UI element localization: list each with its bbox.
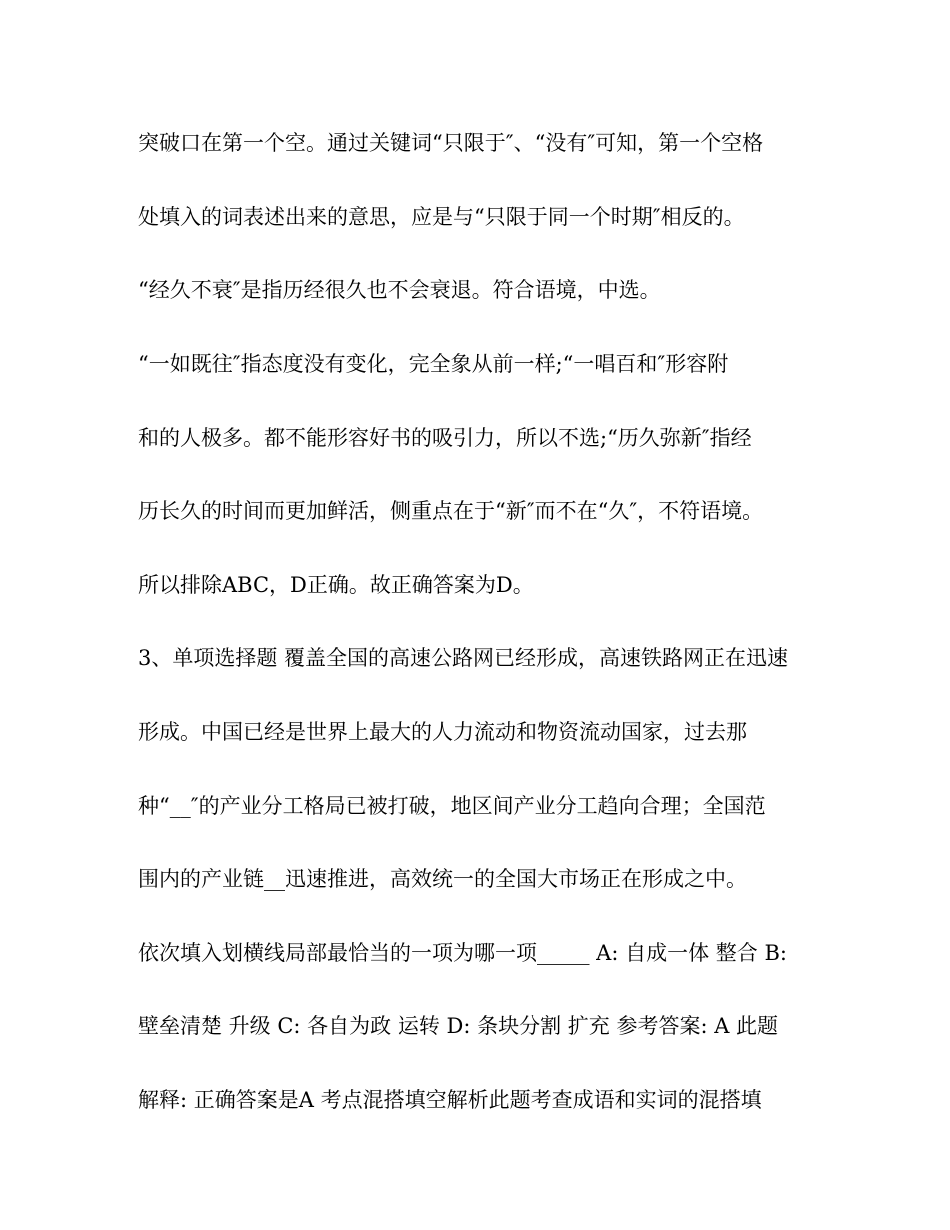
- explanation-line: 解释: 正确答案是A 考点混搭填空解析此题考查成语和实词的混搭填: [138, 1088, 762, 1112]
- options-line: 壁垒清楚 升级 C: 各自为政 运转 D: 条块分割 扩充 参考答案: A 此题: [138, 1014, 779, 1038]
- text-line: 和的人极多。都不能形容好书的吸引力，所以不选;“历久弥新″指经: [138, 426, 752, 450]
- options-line: 依次填入划横线局部最恰当的一项为哪一项_____ A: 自成一体 整合 B:: [138, 941, 787, 965]
- text-line: 形成。中国已经是世界上最大的人力流动和物资流动国家，过去那: [138, 720, 747, 744]
- text-line: 历长久的时间而更加鲜活，侧重点在于“新″而不在“久″，不符语境。: [138, 499, 764, 523]
- text-line: 处填入的词表述出来的意思，应是与“只限于同一个时期″相反的。: [138, 205, 745, 229]
- text-line: 突破口在第一个空。通过关键词“只限于″、“没有″可知，第一个空格: [138, 131, 764, 155]
- text-line: 种“__″的产业分工格局已被打破，地区间产业分工趋向合理；全国范: [138, 794, 766, 818]
- text-line: 所以排除ABC，D正确。故正确答案为D。: [138, 573, 534, 597]
- text-line: “经久不衰″是指历经很久也不会衰退。符合语境，中选。: [138, 278, 661, 302]
- text-line: 围内的产业链__迅速推进，高效统一的全国大市场正在形成之中。: [138, 867, 747, 891]
- text-line: “一如既往″指态度没有变化，完全象从前一样;“一唱百和″形容附: [138, 352, 729, 376]
- question-heading-line: 3、单项选择题 覆盖全国的高速公路网已经形成，高速铁路网正在迅速: [138, 646, 789, 670]
